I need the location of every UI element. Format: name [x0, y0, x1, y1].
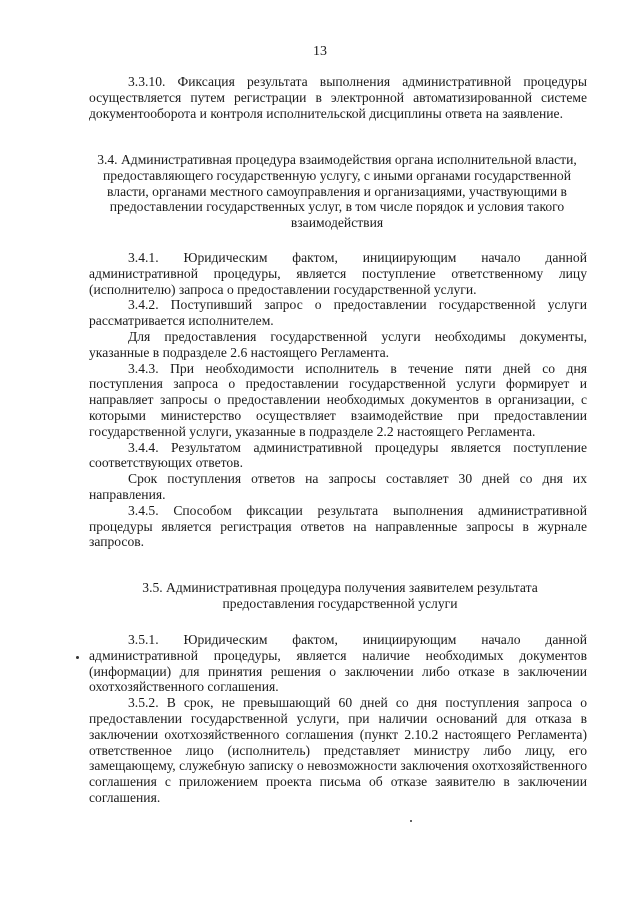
section-3-4-heading-block [92, 152, 582, 231]
paragraph-3-5-2: 3.5.2. В срок, не превышающий 60 дней со дня поступления запроса о предоставлении государственной услуги, при наличии оснований для отказа в заключении охотхозяйственного соглашения (пункт 2.10.2 настоящего Регламента) ответственное лицо (исполнитель) представляет министру либо лицу, его замещающему, служебную записку о невозможности заключения охотхозяйственного соглашения с приложением проекта письма об отказе заявителю в заключении соглашения. [89, 695, 587, 805]
section-3-3-10 [89, 74, 587, 121]
heading-3-5: 3.5. Административная процедура получения заявителем результата предоставления государственной услуги [142, 580, 538, 611]
scan-speck [410, 820, 412, 822]
paragraph-3-4-3: 3.4.3. При необходимости исполнитель в течение пяти дней со дня поступления запроса о предоставлении государственной услуги формирует и направляет запросы о предоставлении необходимых документов в организации, с которыми министерство осуществляет взаимодействие при предоставлении государственной услуги, указанные в подразделе 2.2 настоящего Регламента. [89, 360, 587, 439]
paragraph-3-5-1: 3.5.1. Юридическим фактом, инициирующим начало данной административной процедуры, является наличие необходимых документов (информации) для принятия решения о заключении либо отказе в заключении охотхозяйственного соглашения. [89, 632, 587, 695]
paragraph-3-4-2-documents: Для предоставления государственной услуги необходимы документы, указанные в подразделе 2.6 настоящего Регламента. [89, 328, 587, 360]
paragraph-3-4-4-term: Срок поступления ответов на запросы составляет 30 дней со дня их направления. [89, 471, 587, 502]
section-3-5-heading-block [120, 580, 560, 612]
paragraph-3-4-4: 3.4.4. Результатом административной процедуры является поступление соответствующих ответов. [89, 439, 587, 471]
paragraph-3-4-1: 3.4.1. Юридическим фактом, инициирующим начало данной административной процедуры, является поступление ответственному лицу (исполнителю) запроса о предоставлении государственной услуги. [89, 250, 587, 297]
heading-3-4: 3.4. Административная процедура взаимодействия органа исполнительной власти, предоставляющего государственную услугу, с иными органами государственной власти, органами местного самоуправления и организациями, участвующими в предоставлении государственных услуг, в том числе порядок и условия такого взаимодействия [97, 152, 577, 231]
section-3-5-body [89, 632, 587, 806]
section-3-4-body [89, 250, 587, 550]
scan-speck [76, 656, 79, 659]
paragraph-3-4-2: 3.4.2. Поступивший запрос о предоставлении государственной услуги рассматривается исполнителем. [89, 297, 587, 329]
paragraph-3-4-5: 3.4.5. Способом фиксации результата выполнения административной процедуры является регистрация ответов на направленные запросы в журнале запросов. [89, 502, 587, 550]
paragraph-3-3-10: 3.3.10. Фиксация результата выполнения административной процедуры осуществляется путем регистрации в электронной автоматизированной системе документооборота и контроля исполнительской дисциплины ответа на заявление. [89, 74, 587, 121]
page-number: 13 [313, 44, 327, 59]
